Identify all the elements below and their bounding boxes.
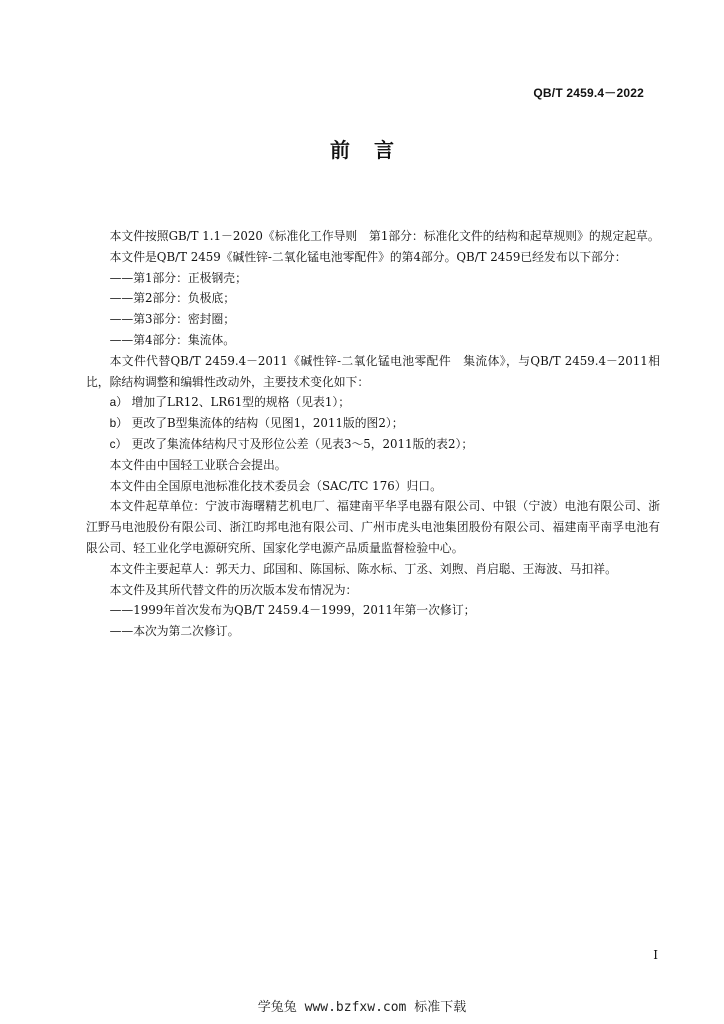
paragraph-parts-intro: 本文件是QB/T 2459《碱性锌-二氧化锰电池零配件》的第4部分。QB/T 2459已经发布以下部分：	[109, 249, 627, 264]
change-item-text: 更改了集流体结构尺寸及形位公差（见表3～5，2011版的表2）；	[131, 436, 474, 451]
change-item-marker: c）	[109, 436, 128, 451]
paragraph-history-intro: 本文件及其所代替文件的历次版本发布情况为：	[109, 582, 358, 597]
part-list-item: ——第3部分：密封圈；	[109, 312, 236, 327]
part-list-item: ——第2部分：负极底；	[109, 291, 236, 306]
download-watermark: 学兔兔 www.bzfxw.com 标准下载	[257, 1000, 467, 1015]
paragraph-drafting-rules: 本文件按照GB/T 1.1－2020《标准化工作导则 第1部分：标准化文件的结构和起草规则》的规定起草。	[109, 229, 660, 243]
history-list-item: ——本次为第二次修订。	[109, 624, 240, 639]
history-list-item: ——1999年首次发布为QB/T 2459.4－1999，2011年第一次修订；	[109, 603, 476, 618]
page-number: I	[653, 948, 658, 962]
page-title: 前言	[330, 138, 418, 162]
change-item-text: 更改了B型集流体的结构（见图1，2011版的图2）；	[131, 416, 404, 431]
paragraph-drafting-units: 本文件起草单位：宁波市海曙精艺机电厂、福建南平华孚电器有限公司、中银（宁波）电池有限公司、浙江野马电池股份有限公司、浙江昀邦电池有限公司、广州市虎头电池集团股份有限公司、福建南平南孚电池有限公司、轻工业化学电源研究所、国家化学电源产品质量监督检验中心。	[86, 499, 660, 555]
change-list-item	[86, 413, 660, 434]
paragraph-proposed-by: 本文件由中国轻工业联合会提出。	[109, 457, 287, 472]
standard-number: QB/T 2459.4－2022	[533, 86, 644, 100]
change-list-item	[86, 392, 660, 413]
part-list-item: ——第4部分：集流体。	[109, 332, 236, 347]
document-body	[86, 226, 660, 642]
part-list-item: ——第1部分：正极钢壳；	[109, 270, 247, 285]
change-item-text: 增加了LR12、LR61型的规格（见表1）；	[131, 395, 351, 410]
paragraph-under-jurisdiction: 本文件由全国原电池标准化技术委员会（SAC/TC 176）归口。	[109, 478, 442, 493]
paragraph-drafters: 本文件主要起草人：郭天力、邱国和、陈国标、陈水标、丁丞、刘煦、肖启聪、王海波、马扣祥。	[109, 561, 617, 576]
change-item-marker: a）	[109, 395, 128, 410]
paragraph-replacement: 本文件代替QB/T 2459.4－2011《碱性锌-二氧化锰电池零配件 集流体》，与QB/T 2459.4－2011相比，除结构调整和编辑性改动外，主要技术变化如下：	[86, 353, 660, 389]
change-list-item	[86, 434, 660, 455]
change-item-marker: b）	[109, 416, 128, 431]
